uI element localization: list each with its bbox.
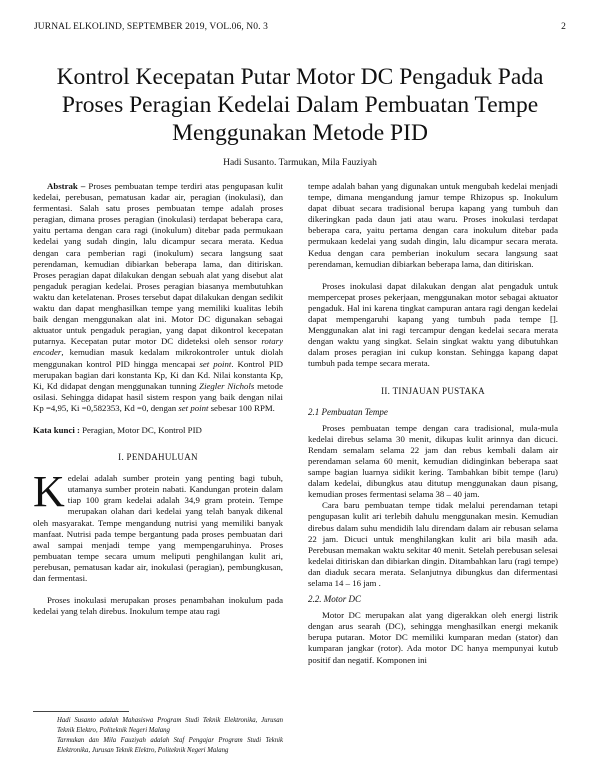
keywords-label: Kata kunci :	[33, 424, 80, 435]
footnote-1: Hadi Susanto adalah Mahasiswa Program Studi Teknik Elektronika, Jurusan Teknik Elektro, Politeknik Negeri Malang	[57, 717, 283, 734]
keywords: Kata kunci : Peragian, Motor DC, Kontrol PID	[33, 424, 202, 435]
intro-paragraph-1: K edelai adalah sumber protein yang penting bagi tubuh, utamanya sumber protein nabati. Kandungan protein dalam tiap 100 gram kedelai adalah 34,9 gram protein. Tempe merupakan olahan dari kedelai yang telah banyak dikenal oleh masyarakat. Tempe mengandung nutrisi yang memiliki banyak manfaat. Nutrisi pada tempe bergantung pada proses pembuatan dari awal sampai menjadi tempe yang mempengaruhinya. Proses pembuatan tempe secara umum meliputi penghilangan kulit ari, perebusan, pematusan kadar air, inokulasi (peragian), pembungkusan, dan fermentasi.	[33, 467, 283, 583]
author-list: Hadi Susanto. Tarmukan, Mila Fauziyah	[223, 158, 377, 168]
intro-paragraph-2: Proses inokulasi merupakan proses penambahan inokulum pada kedelai yang telah direbus. Inokulum tempe atau ragi	[33, 595, 283, 617]
drop-cap: K	[33, 467, 65, 517]
subsection-heading-tempe: 2.1 Pembuatan Tempe	[308, 406, 388, 417]
page-number: 2	[561, 22, 566, 32]
footnote-2: Tarmukan dan Mila Fauziyah adalah Staf Pengajar Program Studi Teknik Elektronika, Jurusan Teknik Elektro, Politeknik Negeri Malang	[57, 737, 283, 754]
tempe-paragraph-2: Cara baru pembuatan tempe tidak melalui perendaman tetapi pengupasan kulit ari terlebih dahulu menggunakan mesin. Kemudian direbus dalam suhu mendidih lalu direndam dalam air rebusan selama 22 jam. Dicuci untuk menghilangkan kulit ari bila masih ada. Perebusan memakan waktu sekitar 40 menit. Setelah perebusan selesai kedelai ditiriskan dan dibiarkan dingin. Ditambahkan laru (ragi tempe) dan diaduk secara merata. Selanjutnya dibungkus dan difermentasi selama 14 – 16 jam .	[308, 500, 558, 588]
right-paragraph-2: Proses inokulasi dapat dilakukan dengan alat pengaduk untuk mempercepat proses pekerjaan, menggunakan motor sebagai aktuator pengaduk. Hal ini karena tingkat campuran antara ragi dengan kedelai dapat mempengaruhi kapang yang tumbuh pada tempe []. Menggunakan alat ini ragi tercampur dengan kedelai secara merata dengan waktu yang singkat. Selain singkat waktu yang dibutuhkan dalam proses peragian ini cukup konstan. Sehingga kapang dapat tumbuh pada tempe secara merata.	[308, 280, 558, 369]
journal-header: JURNAL ELKOLIND, SEPTEMBER 2019, VOL.06, N0. 3	[34, 22, 268, 32]
left-column	[33, 181, 283, 617]
tempe-paragraph-1: Proses pembuatan tempe dengan cara tradisional, mula-mula kedelai direbus selama 30 menit, dikupas kulit arinnya dan dicuci. Rendam semalam selama 22 jam dan rebus kembali dalam air perendaman selama 60 menit, kemudian didinginkan beberapa saat sampe bagian luarnya sidikit kering. Tambahkan bibit tempe (laru) dalam kedelai, dibungkus atau ditutup menggunakan daun pisang, kemudian proses fermentasi selama 38 – 40 jam.	[308, 422, 558, 500]
abstract-label: Abstrak –	[47, 181, 86, 191]
right-paragraph-1: tempe adalah bahan yang digunakan untuk mengubah kedelai menjadi tempe, dimana mengandung jamur tempe Rhizopus sp. Inokulum dapat dibuat secara tradisional berupa kapang yang tumbuh dan dikeringkan pada daun jati atau waru. Proses inokulasi terdapat beberapa cara, yaitu pertama dengan cara inokulum ditebar pada permukaan kedelai yang sudah dingin, lalu dicampur secara merata. Kedua dengan cara pemberian inokulum secara langsung saat perendaman, kemudian dibiarkan beberapa lama, dan ditiriskan.	[308, 181, 558, 269]
section-heading-introduction: I. PENDAHULUAN	[118, 452, 198, 463]
subsection-heading-motor-dc: 2.2. Motor DC	[308, 594, 362, 605]
section-heading-literature: II. TINJAUAN PUSTAKA	[381, 385, 485, 396]
paper-title: Kontrol Kecepatan Putar Motor DC Pengaduk Pada Proses Peragian Kedelai Dalam Pembuatan Tempe Menggunakan Metode PID	[56, 64, 544, 146]
motor-dc-paragraph: Motor DC merupakan alat yang digerakkan oleh energi listrik dengan arus searah (DC), sehingga menghasilkan energi mekanik berupa putaran. Motor DC memiliki kumparan medan (stator) dan kumparan jangkar (rotor). Ada motor DC hanya mempunyai kutub positif dan negatif. Komponen ini	[308, 610, 558, 665]
right-column	[308, 181, 558, 666]
abstract: Abstrak – Proses pembuatan tempe terdiri atas pengupasan kulit kedelai, perebusan, pematusan kadar air, peragian (inokulasi), dan fermentasi. Salah satu proses pembuatan tempe adalah proses peragian, dimana proses peragian (inokulasi) terdapat beberapa cara, yaitu pertama dengan cara ragi (inokulum) ditebar pada permukaan kedelai yang sudah dingin, lalu dicampur secara merata. Kedua dengan cara pemberian ragi (inokulum) secara langsung saat perendaman, kemudian dibiarkan beberapa lama, dan ditiriskan. Proses peragian dapat dilakukan dengan sebuah alat yang disebut alat pengaduk peragian kedelai. Proses peragian biasanya membutuhkan waktu dan ketelatenan. Proses tersebut dapat dilakukan dengan sedikit waktu dan dapat menghasilkan tempe yang memiliki kualitas lebih baik dengan menggunakan alat ini. Motor DC digunakan sebagai aktuator untuk pengaduk peragian, yang dapat dikontrol kecepatan putarnya. Kecepatan putar motor DC dideteksi oleh sensor rotary encoder, kemudian masuk kedalam mikrokontroler untuk diolah menggunakan kontrol PID hingga mencapai set point. Kontrol PID merupakan bagian dari konstanta Kp, Ki dan Kd. Nilai konstanta Kp, Ki, Kd didapat dengan menggunakan tunning Ziegler Nichols metode osilasi. Sehingga didapat hasil sistem respon yang baik dengan nilai Kp =4,95, Ki =0,582353, Kd =0, dengan set point sebesar 100 RPM.	[33, 181, 284, 413]
footnote-divider	[33, 711, 129, 712]
